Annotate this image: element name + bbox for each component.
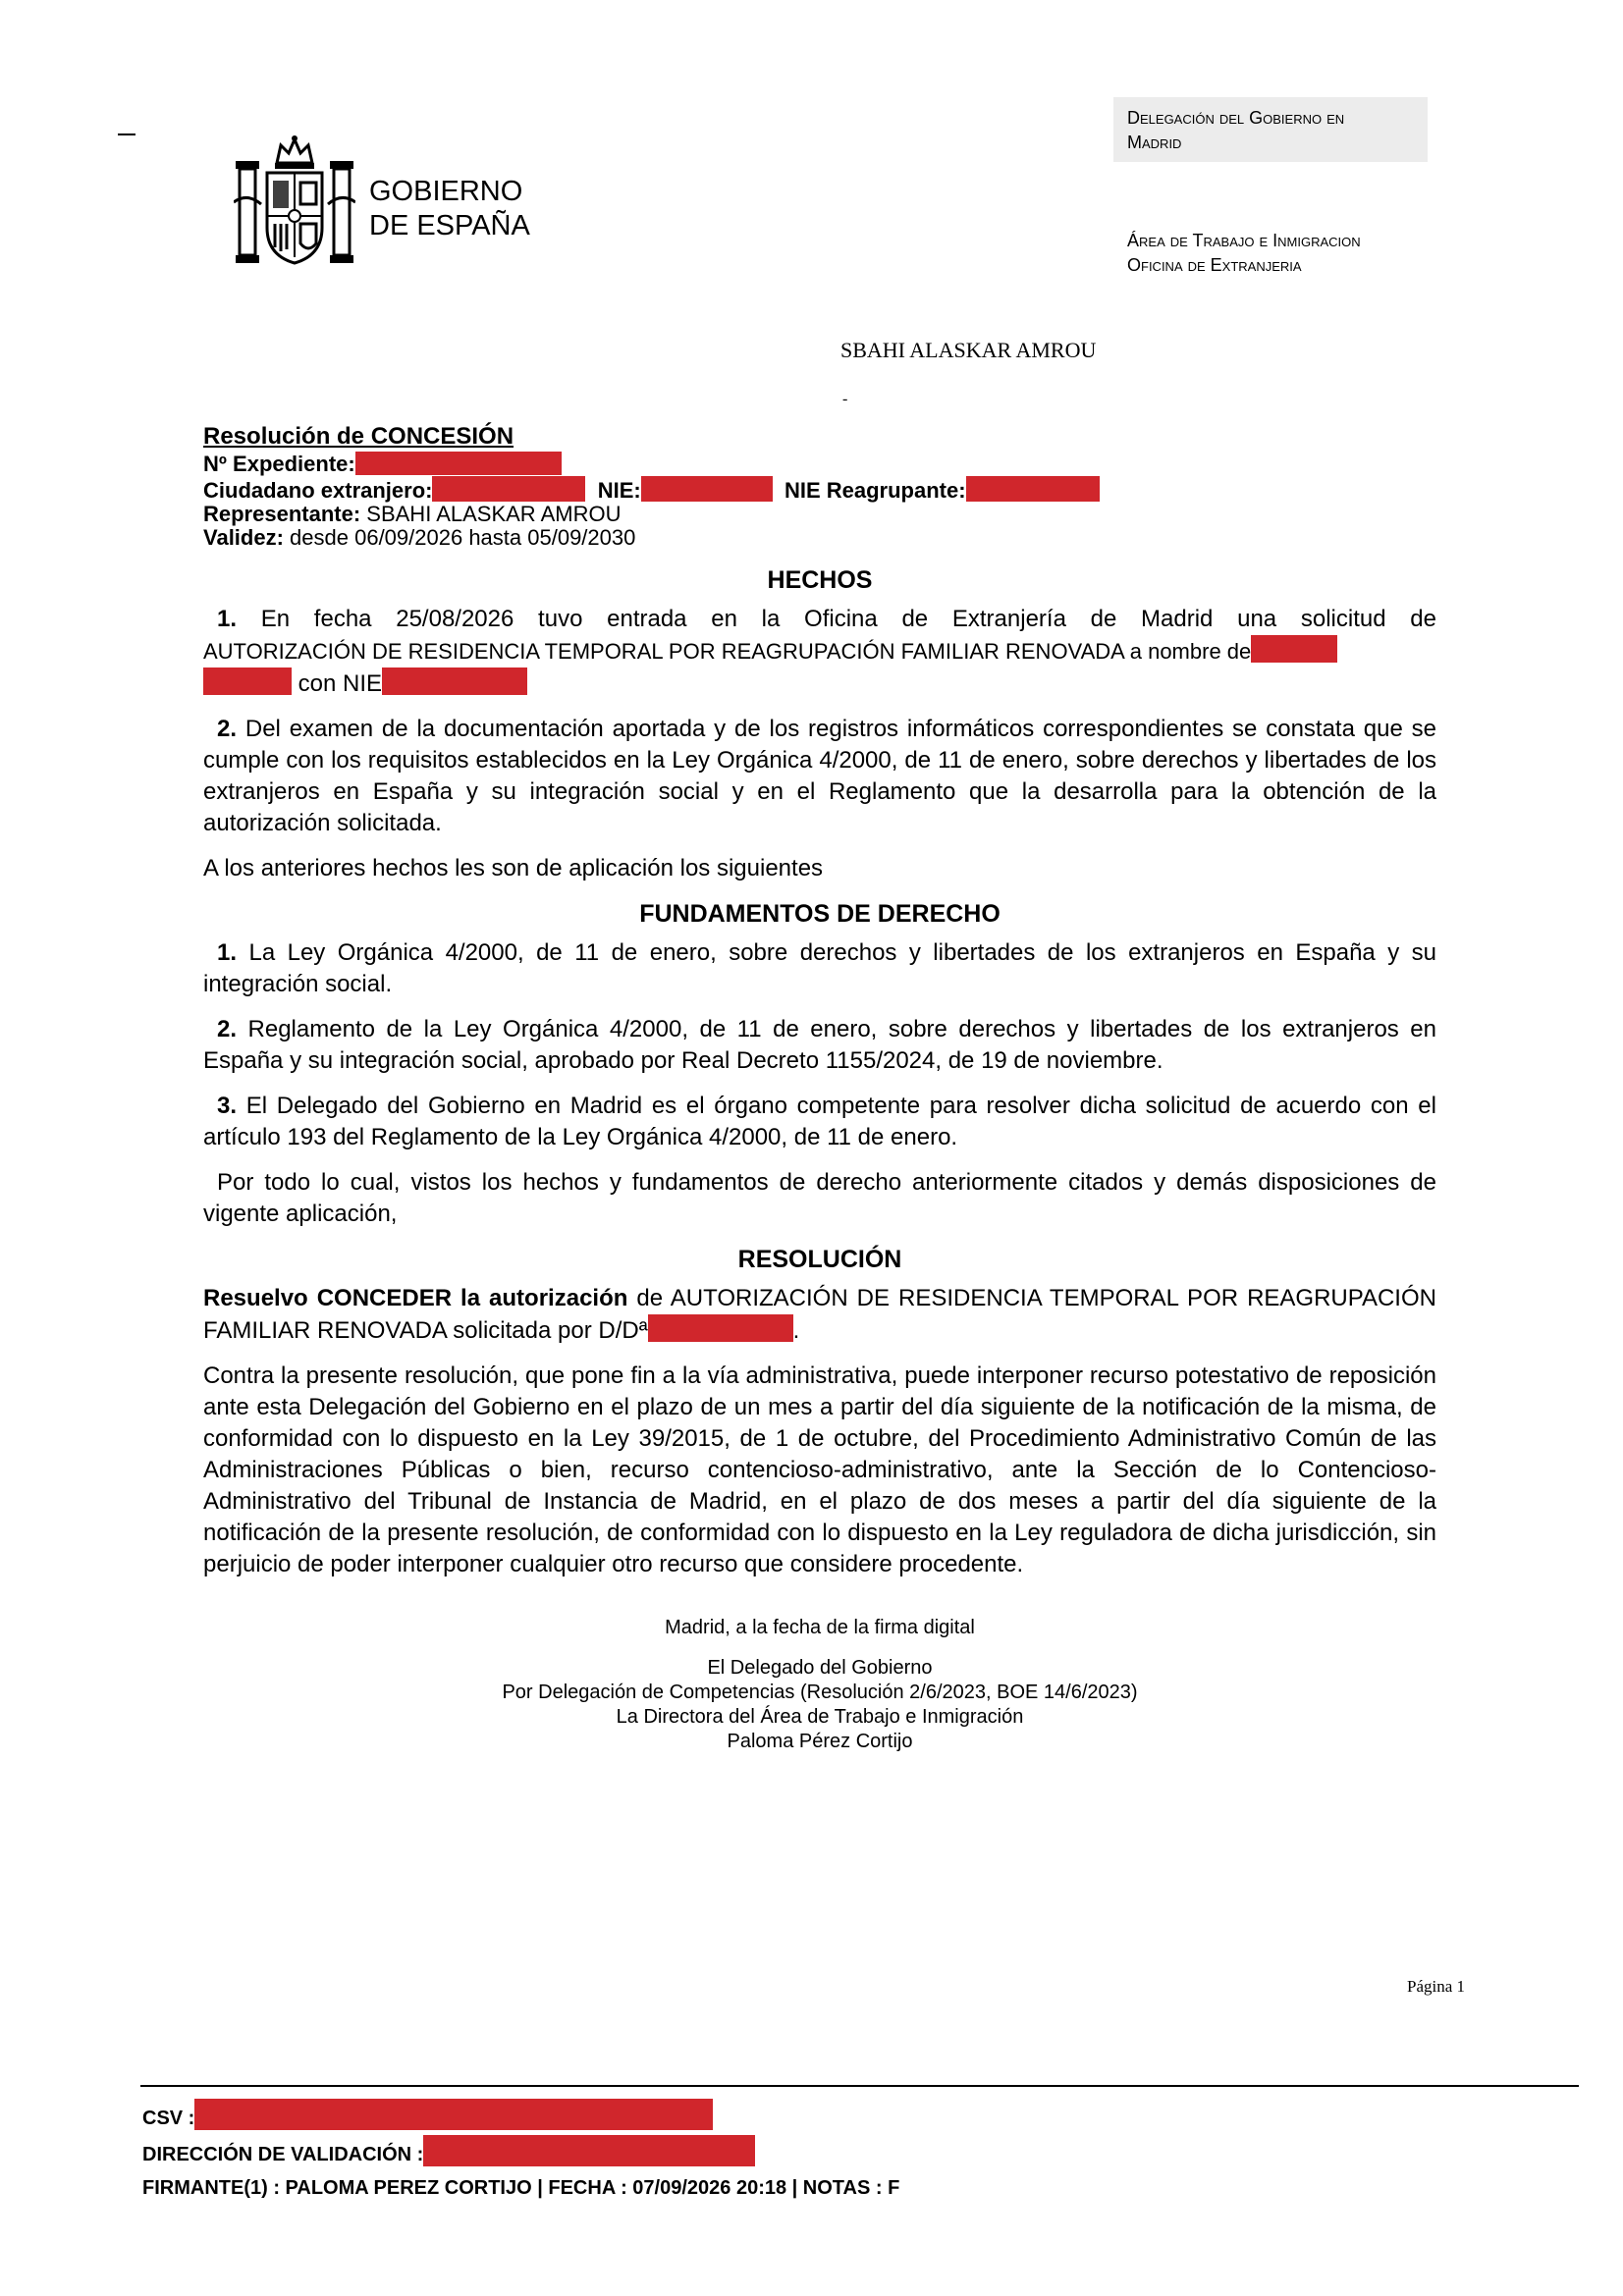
redaction-nie-reagrupante	[966, 476, 1100, 502]
expediente-row	[203, 452, 1480, 476]
ciudadano-label: Ciudadano extranjero:	[203, 478, 433, 503]
resolution-title: Resolución de CONCESIÓN	[203, 423, 514, 450]
fundamentos-3-number: 3.	[217, 1093, 238, 1119]
resolucion-lead-bold: Resuelvo CONCEDER la autorización	[203, 1285, 628, 1311]
footer-firmante: FIRMANTE(1) : PALOMA PEREZ CORTIJO | FECHA : 07/09/2026 20:18 | NOTAS : F	[142, 2177, 900, 2199]
redaction-solicitante	[648, 1314, 793, 1342]
fundamentos-2-text: Reglamento de la Ley Orgánica 4/2000, de 11 de enero, sobre derechos y libertades de los extranjeros en España y su integración social, aprobado por Real Decreto 1155/2024, de 19 de noviembre.	[203, 1016, 1436, 1074]
signature-line2: Por Delegación de Competencias (Resolución 2/6/2023, BOE 14/6/2023)	[502, 1682, 1138, 1703]
hechos-2-number: 2.	[217, 716, 238, 742]
hechos-1-text-b: AUTORIZACIÓN DE RESIDENCIA TEMPORAL POR REAGRUPACIÓN FAMILIAR RENOVADA a nombre de	[203, 639, 1252, 664]
representante-label: Representante:	[203, 502, 361, 526]
validez-label: Validez:	[203, 525, 284, 550]
coat-of-arms-icon	[234, 133, 355, 271]
page-number: Página 1	[1407, 1977, 1466, 1996]
resolution-meta	[203, 422, 1480, 550]
redaction-ciudadano	[432, 476, 585, 502]
fundamentos-closing: Por todo lo cual, vistos los hechos y fundamentos de derecho anteriormente citados y demás disposiciones de vigente aplicación,	[203, 1169, 1436, 1227]
validez-row	[203, 526, 1480, 550]
redaction-nie-solicitud	[382, 667, 527, 695]
footer-divider	[140, 2085, 1579, 2087]
fundamentos-paragraph-1	[203, 937, 1436, 1000]
validez-value: desde 06/09/2026 hasta 05/09/2030	[290, 525, 636, 550]
footer-validacion-row	[142, 2135, 899, 2171]
area-line2: Oficina de Extranjeria	[1127, 255, 1302, 275]
recipient-mark: -	[842, 391, 848, 407]
nie-reagrupante-label: NIE Reagrupante:	[784, 478, 966, 503]
nie-label: NIE:	[597, 478, 641, 503]
hechos-1-number: 1.	[217, 606, 238, 632]
signature-block	[203, 1616, 1436, 1754]
representante-value: SBAHI ALASKAR AMROU	[366, 502, 622, 526]
hechos-paragraph-1	[203, 604, 1436, 700]
document-body	[203, 564, 1436, 1594]
hechos-1-text-c: con NIE	[298, 670, 383, 697]
footer-csv-label: CSV :	[142, 2108, 195, 2129]
delegation-line2: Madrid	[1127, 133, 1182, 152]
redaction-expediente	[355, 452, 562, 475]
fundamentos-3-text: El Delegado del Gobierno en Madrid es el órgano competente para resolver dicha solicitud de acuerdo con el artículo 193 del Reglamento de la Ley Orgánica 4/2000, de 11 de enero.	[203, 1093, 1436, 1150]
area-line1: Área de Trabajo e Inmigracion	[1127, 231, 1361, 250]
hechos-paragraph-2	[203, 714, 1436, 839]
delegation-box	[1113, 97, 1428, 162]
signature-line4: Paloma Pérez Cortijo	[727, 1731, 913, 1752]
footer-block	[142, 2099, 899, 2205]
government-title	[369, 175, 530, 243]
footer-csv-row	[142, 2099, 899, 2135]
redaction-nie	[641, 476, 773, 502]
fundamentos-2-number: 2.	[217, 1016, 238, 1042]
representante-row	[203, 503, 1480, 526]
resolucion-lead	[203, 1283, 1436, 1347]
area-office-block	[1127, 229, 1361, 278]
redaction-nombre-2	[203, 667, 292, 695]
government-title-line2: DE ESPAÑA	[369, 210, 530, 241]
redaction-csv	[194, 2099, 713, 2130]
fundamentos-1-number: 1.	[217, 939, 238, 966]
fundamentos-paragraph-2	[203, 1014, 1436, 1077]
ciudadano-row	[203, 476, 1480, 503]
signature-line1: El Delegado del Gobierno	[707, 1657, 933, 1679]
footer-validacion-label: DIRECCIÓN DE VALIDACIÓN :	[142, 2144, 424, 2165]
hechos-bridge: A los anteriores hechos les son de aplicación los siguientes	[203, 855, 824, 881]
resolucion-title: RESOLUCIÓN	[737, 1246, 902, 1273]
resolucion-lead-end: .	[792, 1317, 800, 1344]
fundamentos-paragraph-3	[203, 1091, 1436, 1153]
recipient-name: SBAHI ALASKAR AMROU	[840, 338, 1097, 362]
fundamentos-1-text: La Ley Orgánica 4/2000, de 11 de enero, sobre derechos y libertades de los extranjeros en España y su integración social.	[203, 939, 1437, 997]
signature-line3: La Directora del Área de Trabajo e Inmigración	[616, 1706, 1024, 1728]
redaction-nombre-1	[1251, 635, 1337, 663]
hechos-2-text: Del examen de la documentación aportada y de los registros informáticos correspondientes se constata que se cumple con los requisitos establecidos en la Ley Orgánica 4/2000, de 11 de enero, sobre derechos y libertades de los extranjeros en España y su integración social y en el Reglamento que la desarrolla para la obtención de la autorización solicitada.	[203, 716, 1436, 836]
hechos-1-text-a: En fecha 25/08/2026 tuvo entrada en la Oficina de Extranjería de Madrid una solicitud de	[260, 606, 1436, 632]
header-dash-mark	[118, 133, 135, 135]
redaction-validacion	[423, 2135, 755, 2166]
expediente-label: Nº Expediente:	[203, 452, 355, 476]
delegation-line1: Delegación del Gobierno en	[1127, 108, 1345, 128]
resolucion-recurso: Contra la presente resolución, que pone fin a la vía administrativa, puede interponer recurso potestativo de reposición ante esta Delegación del Gobierno en el plazo de un mes a partir del día siguiente de la notificación de la misma, de conformidad con lo dispuesto en la Ley 39/2015, de 1 de octubre, del Procedimiento Administrativo Común de las Administraciones Públicas o bien, recurso contencioso-administrativo, ante la Sección de lo Contencioso-Administrativo del Tribunal de Instancia de Madrid, en el plazo de dos meses a partir del día siguiente de la notificación de la presente resolución, de conformidad con lo dispuesto en la Ley reguladora de dicha jurisdicción, sin perjuicio de poder interponer cualquier otro recurso que considere procedente.	[203, 1362, 1436, 1577]
resolucion-lead-text: de AUTORIZACIÓN DE RESIDENCIA TEMPORAL POR REAGRUPACIÓN FAMILIAR RENOVADA solicitada por D/Dª	[203, 1285, 1436, 1344]
signature-place-date: Madrid, a la fecha de la firma digital	[665, 1617, 975, 1638]
hechos-title: HECHOS	[767, 566, 873, 594]
government-title-line1: GOBIERNO	[369, 176, 523, 207]
fundamentos-title: FUNDAMENTOS DE DERECHO	[639, 900, 1001, 928]
